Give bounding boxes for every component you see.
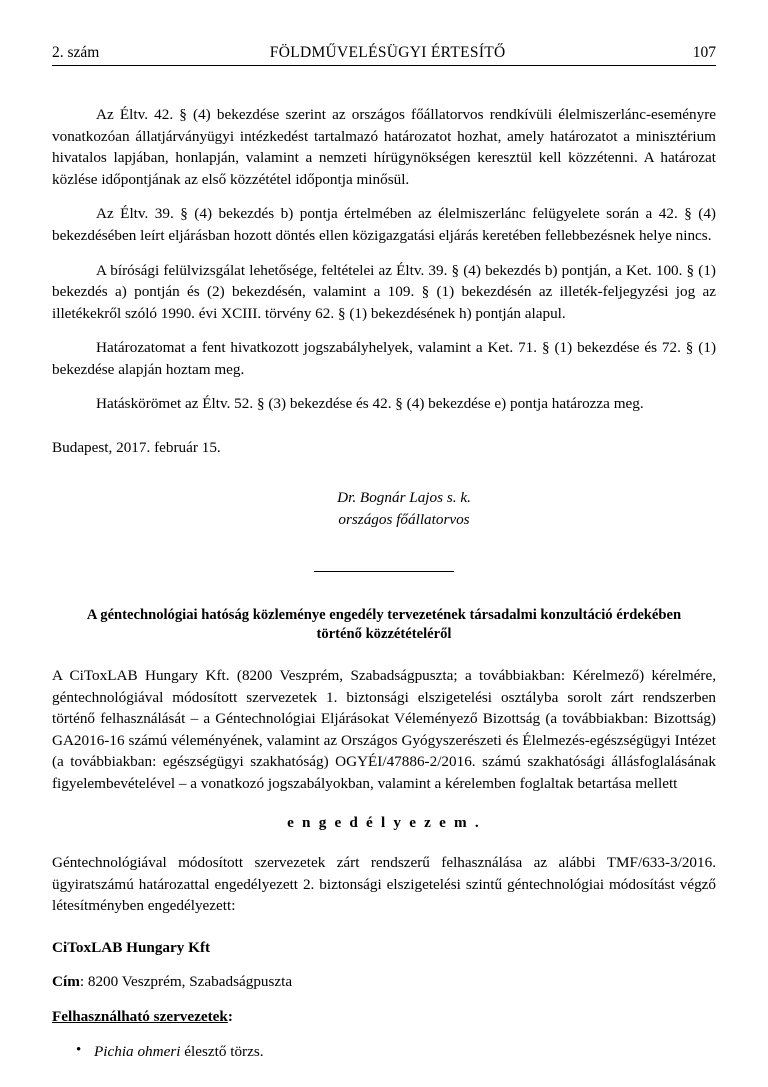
organisms-colon: :: [227, 1007, 233, 1025]
paragraph-1: Az Éltv. 42. § (4) bekezdése szerint az országos főállatorvos rendkívüli élelmiszerlánc-eseményre vonatkozóan állatjárványügyi intézkedést tartalmazó határozatot hozhat, amely határozatot a minisztérium hivatalos lapjában, honlapján, valamint a nemzeti hírügynökségen keresztül kell közzétenni. A határozat közlése időpontjának az első közzététel időpontja minősül.: [52, 106, 716, 188]
list-item: [94, 1041, 716, 1063]
signature-name: Dr. Bognár Lajos s. k.: [337, 488, 471, 506]
address-label: Cím: [52, 973, 80, 991]
signature-title: országos főállatorvos: [338, 510, 470, 528]
organism-scientific-name: Pichia ohmeri: [94, 1042, 181, 1060]
paragraph-5: Hatáskörömet az Éltv. 52. § (3) bekezdése és 42. § (4) bekezdése e) pontja határozza meg.: [96, 395, 644, 413]
permit-statement: e n g e d é l y e z e m .: [287, 814, 481, 832]
document-body: [52, 104, 716, 1062]
organisms-field: [52, 1006, 716, 1028]
address-field: [52, 971, 716, 993]
page-header: [52, 44, 716, 66]
signature-block: [52, 487, 716, 531]
header-page-number: 107: [692, 44, 716, 61]
address-value: : 8200 Veszprém, Szabadságpuszta: [79, 973, 293, 991]
header-title: FÖLDMŰVELÉSÜGYI ÉRTESÍTŐ: [269, 44, 506, 61]
section-separator: [52, 571, 716, 572]
company-name: CiToxLAB Hungary Kft: [52, 938, 211, 956]
announcement-title: A géntechnológiai hatóság közleménye engedély tervezetének társadalmi konzultáció érdekében történő közzétételéről: [86, 606, 682, 643]
place-and-date: Budapest, 2017. február 15.: [52, 438, 221, 456]
announcement-intro: A CiToxLAB Hungary Kft. (8200 Veszprém, Szabadságpuszta; a továbbiakban: Kérelmező) kérelmére, géntechnológiával módosított szervezetek 1. biztonsági elszigetelési osztályba sorolt zárt rendszerben történő felhasználását – a Géntechnológiai Eljárásokat Véleményező Bizottság (a továbbiakban: Bizottság) GA2016-16 számú véleményének, valamint az Országos Gyógyszerészeti és Élelmezés-egészségügyi Intézet (a továbbiakban: egészségügyi szakhatóság) OGYÉI/47886-2/2016. számú szakhatósági állásfoglalásának figyelembevételével – a vonatkozó jogszabályokban, valamint a kérelemben foglaltak betartása mellett: [52, 667, 716, 792]
organisms-list: [52, 1041, 716, 1063]
separator-rule: [314, 571, 454, 572]
paragraph-4: Határozatomat a fent hivatkozott jogszabályhelyek, valamint a Ket. 71. § (1) bekezdése és 72. § (1) bekezdése alapján hoztam meg.: [52, 339, 716, 378]
paragraph-2: Az Éltv. 39. § (4) bekezdés b) pontja értelmében az élelmiszerlánc felügyelete során a 42. § (4) bekezdésében leírt eljárásban hozott döntés ellen közigazgatási eljárás keretében fellebbezésnek helye nincs.: [52, 205, 716, 244]
organism-description: élesztő törzs.: [180, 1042, 264, 1060]
announcement-after-permit: Géntechnológiával módosított szervezetek zárt rendszerű felhasználása az alábbi TMF/633-3/2016. ügyiratszámú határozattal engedélyezett 2. biztonsági elszigetelési szintű géntechnológiai módosítást végző létesítményben engedélyezett:: [52, 854, 716, 915]
header-issue: 2. szám: [52, 44, 100, 61]
paragraph-3: A bírósági felülvizsgálat lehetősége, feltételei az Éltv. 39. § (4) bekezdés b) pontján, a Ket. 100. § (1) bekezdés a) pontján és (2) bekezdésén, valamint a 109. § (1) bekezdésén az illeték-feljegyzési jog az illetékekről szóló 1990. évi XCIII. törvény 62. § (1) bekezdésének h) pontján alapul.: [52, 261, 716, 322]
organisms-label: Felhasználható szervezetek: [52, 1007, 228, 1025]
